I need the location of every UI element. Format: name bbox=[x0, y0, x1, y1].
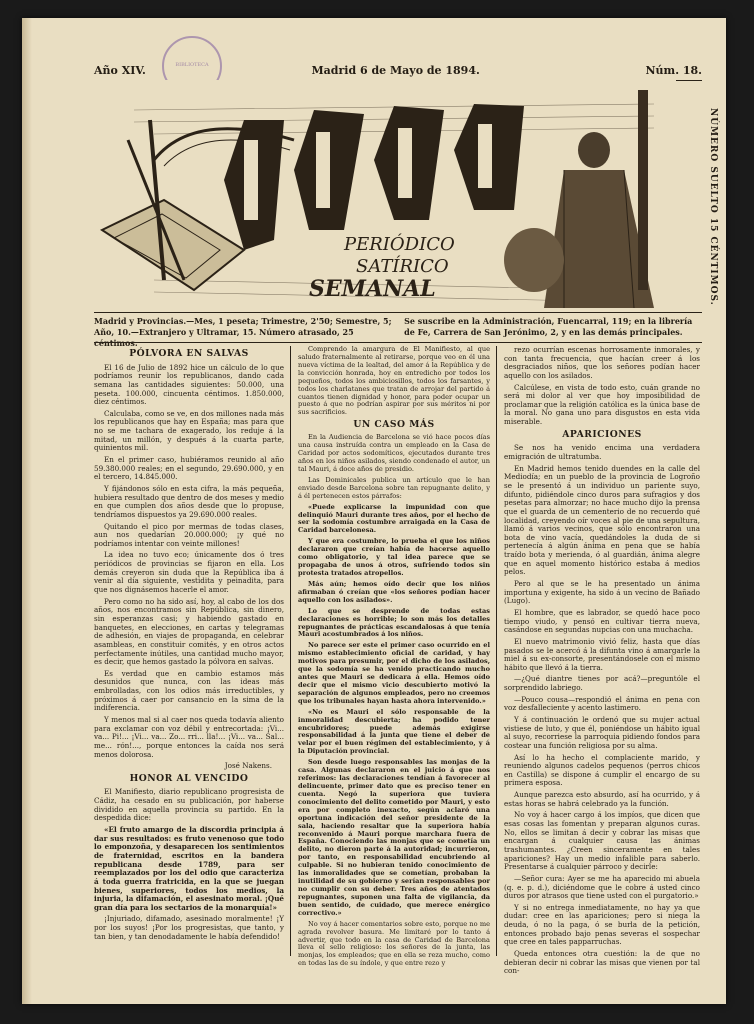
paragraph: Quitando el pico por mermas de todas clases, aun nos quedarían 20.000.000; ¡y qué no podríamos intentar con veinte millones! bbox=[94, 521, 284, 548]
paragraph: El hombre, que es labrador, se quedó hace poco tiempo viudo, y pensó en cultivar tierra nueva, casándose en segundas nupcias con una muchacha. bbox=[504, 607, 700, 635]
paragraph: Y menos mal si al caer nos queda todavía aliento para exclamar con voz débil y entrecortada: ¡Vi... va... Pi!... ¡Vi... va... Zo... rri... lla!... ¡Vi... va... Sal... me... rón!..., porque entonces la caída nos será menos dolorosa. bbox=[94, 714, 284, 759]
paragraph: Es verdad que en cambio estamos más desunidos que nunca, con las ideas más embrolladas, con los odios más irreductibles, y próximos á caer por cansancio en la sima de la indiferencia. bbox=[94, 668, 284, 713]
masthead-title: EL MOTÍN bbox=[524, 200, 530, 201]
paragraph: El 16 de Julio de 1892 hice un cálculo de lo que podríamos reunir los republicanos, dando cada semana las cantidades siguientes: 50.000, una peseta. 100.000, cincuenta céntimos. 1.850.000, diez céntimos. bbox=[94, 362, 284, 407]
paragraph: —Señor cura: Ayer se me ha aparecido mi abuela (q. e. p. d.), diciéndome que le cobre á usted cinco duros por atrasos que tiene usted con el purgatorio.» bbox=[504, 873, 700, 901]
dateline: Madrid 6 de Mayo de 1894. bbox=[311, 64, 480, 77]
paragraph: En Madrid hemos tenido duendes en la calle del Mediodía; en un pueblo de la provincia de Logroño se le presentó á un individuo un pariente suyo, difunto, pidiéndole cinco duros para sufragios y dos pesetas para almorzar; no hace mucho dijo la prensa que el guarda de un cementerio de no recuerdo qué localidad, creyendo oír voces al pie de una sepultura, llamó á varios vecinos, que sólo encontraron una bota de vino vacía, quedándoles la duda de si pertenecía á algún ánima en pena que se había traído bota y merienda, ó al guardián, ánima alegre que en aquel momento histórico estaba á medios pelos. bbox=[504, 463, 700, 577]
paragraph: En el primer caso, hubiéramos reunido al año 59.380.000 reales; en el segundo, 29.690.000, y en el tercero, 14.845.000. bbox=[94, 455, 284, 482]
quoted-paragraph: «No es Mauri el sólo responsable de la inmoralidad descubierta; ha podido tener encubridores; puede además exigirse responsabilidad á la junta que tiene el deber de velar por el buen régimen del establecimiento, y á la Diputación provincial. bbox=[298, 707, 490, 756]
subscription-top-rule bbox=[94, 312, 702, 313]
paragraph: Así lo ha hecho el complaciente marido, y reuniendo algunos cadelos pequenos (perros chicos en Castilla) se dispone á cumplir el encargo de su primera esposa. bbox=[504, 752, 700, 788]
masthead-subtitle-3: SEMANAL bbox=[309, 276, 436, 302]
column-3 bbox=[504, 346, 700, 979]
issue-year: Año XIV. bbox=[94, 64, 146, 77]
price-side-note: NÚMERO SUELTO 15 CÉNTIMOS. bbox=[708, 108, 718, 306]
masthead-illustration bbox=[94, 80, 676, 312]
quoted-paragraph: Lo que se desprende de todas estas declaraciones es horrible; lo son más los detalles repugnantes de prácticas escandalosas á que tenía Mauri acostumbrados á los niños. bbox=[298, 606, 490, 639]
paragraph: En la Audiencia de Barcelona se vió hace pocos días una causa instruída contra un empleado en la Casa de Caridad por actos sodomíticos, ejecutados durante tres años en los niños asilados, siendo condenado el autor, un tal Mauri, á doce años de presidio. bbox=[298, 433, 490, 473]
library-stamp: BIBLIOTECA bbox=[162, 36, 222, 96]
paragraph: rezo ocurrían escenas horrosamente inmorales, y con tanta frecuencia, que hacían creer á los desgraciados niños, que los señores podían hacer aquello con los asilados. bbox=[504, 345, 700, 380]
subscription-outlets: Se suscribe en la Administración, Fuencarral, 119; en la librería de Fe, Carrera de San Jerónimo, 2, y en las demás principales. bbox=[404, 316, 693, 337]
subscription-bottom-rule bbox=[94, 342, 702, 343]
paragraph: Queda entonces otra cuestión: la de que no debieran decir ni cobrar las misas que vienen por tal con- bbox=[504, 949, 700, 976]
paragraph: ¡Injuriado, difamado, asesinado moralmente! ¡Y por los suyos! ¡Por los progresistas, que tanto, y tan bien, y tan denodadamente le había defendido! bbox=[94, 914, 284, 941]
paragraph: —¿Qué diantre tienes por acá?—preguntóle el sorprendido labriego. bbox=[504, 674, 700, 693]
paragraph: No voy á hacer comentarios sobre esto, porque no me agrada revolver basura. Me limitaré por lo tanto á advertir, que todo en la casa de Caridad de Barcelona lleva el sello religioso: los señores de la junta, las monjas, los empleados; que en ella se reza mucho, como en todas las de su índole, y que entre rezo y bbox=[298, 919, 490, 968]
column-rule-1 bbox=[290, 346, 291, 956]
column-rule-2 bbox=[496, 346, 497, 956]
page-spine bbox=[22, 18, 32, 1004]
paragraph: No voy á hacer cargo á los impíos, que dicen que esas cosas las fomentan y preparan algunos curas. No, ellos se limitan á decir y cobrar las misas que encargan á cualquier causa las ánimas trashumantes. ¿Creen sinceramente en tales apariciones? Hay un medio infalible para saberlo. Presentarse á cualquier párroco y decirle: bbox=[504, 810, 700, 872]
header-line bbox=[94, 64, 702, 77]
paragraph: Se nos ha venido encima una verdadera emigración de ultratumba. bbox=[504, 443, 700, 462]
paragraph: Y fijándonos sólo en esta cifra, la más pequeña, hubiera resultado que dentro de dos meses y medio en que cumplen dos años desde que lo propuse, tendríamos dispuestos ya 29.690.000 reales. bbox=[94, 483, 284, 519]
masthead-subtitle-2: SATÍRICO bbox=[356, 256, 449, 277]
article-title-caso: UN CASO MÁS bbox=[353, 419, 435, 431]
quoted-paragraph: Son desde luego responsables las monjas de la casa. Algunas declararon en el juicio á que nos referimos: las declaraciones tendían á favorecer al delincuente, primer dato que es preciso tener en cuenta. Negó la superiora que tuviera conocimiento del delito cometido por Mauri, y esto era por completo inexacto, según aclaró una oportuna indicación del señor presidente de la sala, haciendo resaltar que la superiora había reconvenido á Mauri porque marchara fuera de España. Conociendo las monjas que se cometía un delito, no dieron parte á la autoridad; incurrieron, por tanto, en responsabilidad encubriendo al culpable. Si no hubieran tenido conocimiento de las inmoralidades que se cometían, probaban la inutilidad de su gobierno y serían responsables por no cumplir con su deber. Tres años de atentados repugnantes, suponen una falta de vigilancia, da buen sentido, de cuidado, que merece enérgico correctivo.» bbox=[298, 758, 490, 917]
newspaper-page bbox=[22, 18, 726, 1004]
quoted-paragraph: Más aún; hemos oído decir que los niños afirmaban ó creían que «los señores podían hacer aquello con los asilados». bbox=[298, 579, 490, 604]
quoted-paragraph: «El fruto amargo de la discordia principia á dar sus resultados: es fruto venenoso que todo lo emponzoña, y desaparecen los sentimientos de fraternidad, escritos en la bandera republicana desde 1789, para ser reemplazados por los del odio que caracteriza á toda guerra fratricida, en la que se juegan bienes, superiores, todos los medios, la injuria, la difamación, el asesinato moral. ¡Qué gran día para los sectarios de la monarquía!» bbox=[94, 825, 284, 912]
article-title-honor: HONOR AL VENCIDO bbox=[129, 772, 249, 784]
paragraph: Y si no entrega inmediatamente, no hay ya que dudar: cree en las apariciones; pero si niega la deuda, ó no la paga, ó se burla de la petición, entonces probado bajo penas severas el sospechar que cree en tales papparruchas. bbox=[504, 902, 700, 947]
paragraph: Calcúlese, en vista de todo esto, cuán grande no será mi dolor al ver que hoy imposibilidad de proclamar que la religión católica es la única base de la moral. No gana uno para disgustos en esta vida miserable. bbox=[504, 382, 700, 427]
column-2 bbox=[298, 346, 490, 971]
paragraph: El nuevo matrimonio vivió feliz, hasta que días pasados se le acercó á la difunta vino á amargarle la miel á su ex-consorte, presentándosele con el mismo hábito que llevó á la tierra. bbox=[504, 636, 700, 672]
signature: José Nakens. bbox=[224, 761, 272, 771]
paragraph: Las Dominicales publica un artículo que le han enviado desde Barcelona sobre tan repugnante delito, y á él pertenecen estos párrafos: bbox=[298, 475, 490, 500]
paragraph: Pero como no ha sido así, hoy, al cabo de los dos años, nos encontramos sin República, sin dinero, sin esperanzas casi; y habiendo gastado en banquetes, en elecciones, en cartas y telegramas de adhesión, en viajes de propaganda, en celebrar asambleas, en constituir comités, y en otros actos perfectamente inútiles, una cantidad mucho mayor, es decir, que hemos gastado la pólvora en salvas. bbox=[94, 596, 284, 667]
paragraph: —Pouco cousa—respondió el ánima en pena con voz desfalleciente y acento lastimero. bbox=[504, 694, 700, 713]
paragraph: Comprendo la amargura de El Manifiesto, al que saludo fraternalmente al retirarse, porque veo en él una nueva víctima de la lealtad, del amor á la República y de la convicción honrada, hoy en entredicho por todos los pequeños, todos los ambiciosillos, todos los farsantes, y todos los charlatanes que tratan de arrojar del partido á cuantos tienen dignidad y honor, para poder ocupar un puesto á que no podrían aspirar por sus méritos ni por sus sacrificios. bbox=[298, 345, 490, 417]
paragraph: Pero al que se le ha presentado un ánima importuna y exigente, ha sido á un vecino de Bañado (Lugo). bbox=[504, 579, 700, 606]
paragraph: El Manifiesto, diario republicano progresista de Cádiz, ha cesado en su publicación, por haberse dividido en aquella provincia su partido. En la despedida dice: bbox=[94, 787, 284, 823]
issue-number: Núm. 18. bbox=[645, 64, 702, 77]
subscription-prices: Madrid y Provincias.—Mes, 1 peseta; Trimestre, 2'50; Semestre, 5; Año, 10.—Extranjero y Ultramar, 15. Número atrasado, 25 céntimos. bbox=[94, 316, 392, 348]
column-1 bbox=[94, 346, 284, 944]
masthead-subtitle-1: PERIÓDICO bbox=[344, 234, 455, 255]
paragraph: La idea no tuvo eco; únicamente dos ó tres periódicos de provincias se fijaron en ella. Los demás creyeron sin duda que la República iba á venir al día siguiente, vestidita y peinadita, para que nos dignásemos hacerle el amor. bbox=[94, 550, 284, 595]
article-title-polvora: PÓLVORA EN SALVAS bbox=[129, 348, 249, 359]
quoted-paragraph: Y que era costumbre, lo prueba el que los niños declararon que creían había de hacerse aquello como obligatorio, y tal idea parece que se propagaba de unos á otros, sufriendo todos sin protesta tratados atropellos. bbox=[298, 537, 490, 577]
paragraph: Calculaba, como se ve, en dos millones nada más los republicanos que hay en España; mas para que no se me tachara de exagerado, los reduje á la mitad, un millón, y después á la cuarta parte, quinientos mil. bbox=[94, 408, 284, 453]
quoted-paragraph: No parece ser este el primer caso ocurrido en el mismo establecimiento oficial de caridad, y hay motivos para presumir, por el dicho de los asilados, que la sodomía se ha venido practicando mucho antes que Mauri se dedicara á ella. Hemos oído decir que el mismo vicio descubierto motivó la separación de algunos empleados, pero no creemos que los tribunales hayan hasta ahora intervenido.» bbox=[298, 641, 490, 705]
quoted-paragraph: «Puede explicarse la impunidad con que delinquió Mauri durante tres años, por el hecho de ser la sodomía costumbre arraigada en la Casa de Caridad barcelonesa. bbox=[298, 502, 490, 535]
paragraph: Y á continuación le ordenó que su mujer actual vistiese de luto, y que él, poniéndose un hábito igual al suyo, recorriese la parroquia pidiendo fondos para costear una función religiosa por su alma. bbox=[504, 714, 700, 750]
paragraph: Aunque parezca esto absurdo, así ha ocurrido, y á estas horas se habrá celebrado ya la función. bbox=[504, 790, 700, 808]
article-title-apariciones: APARICIONES bbox=[562, 428, 642, 440]
